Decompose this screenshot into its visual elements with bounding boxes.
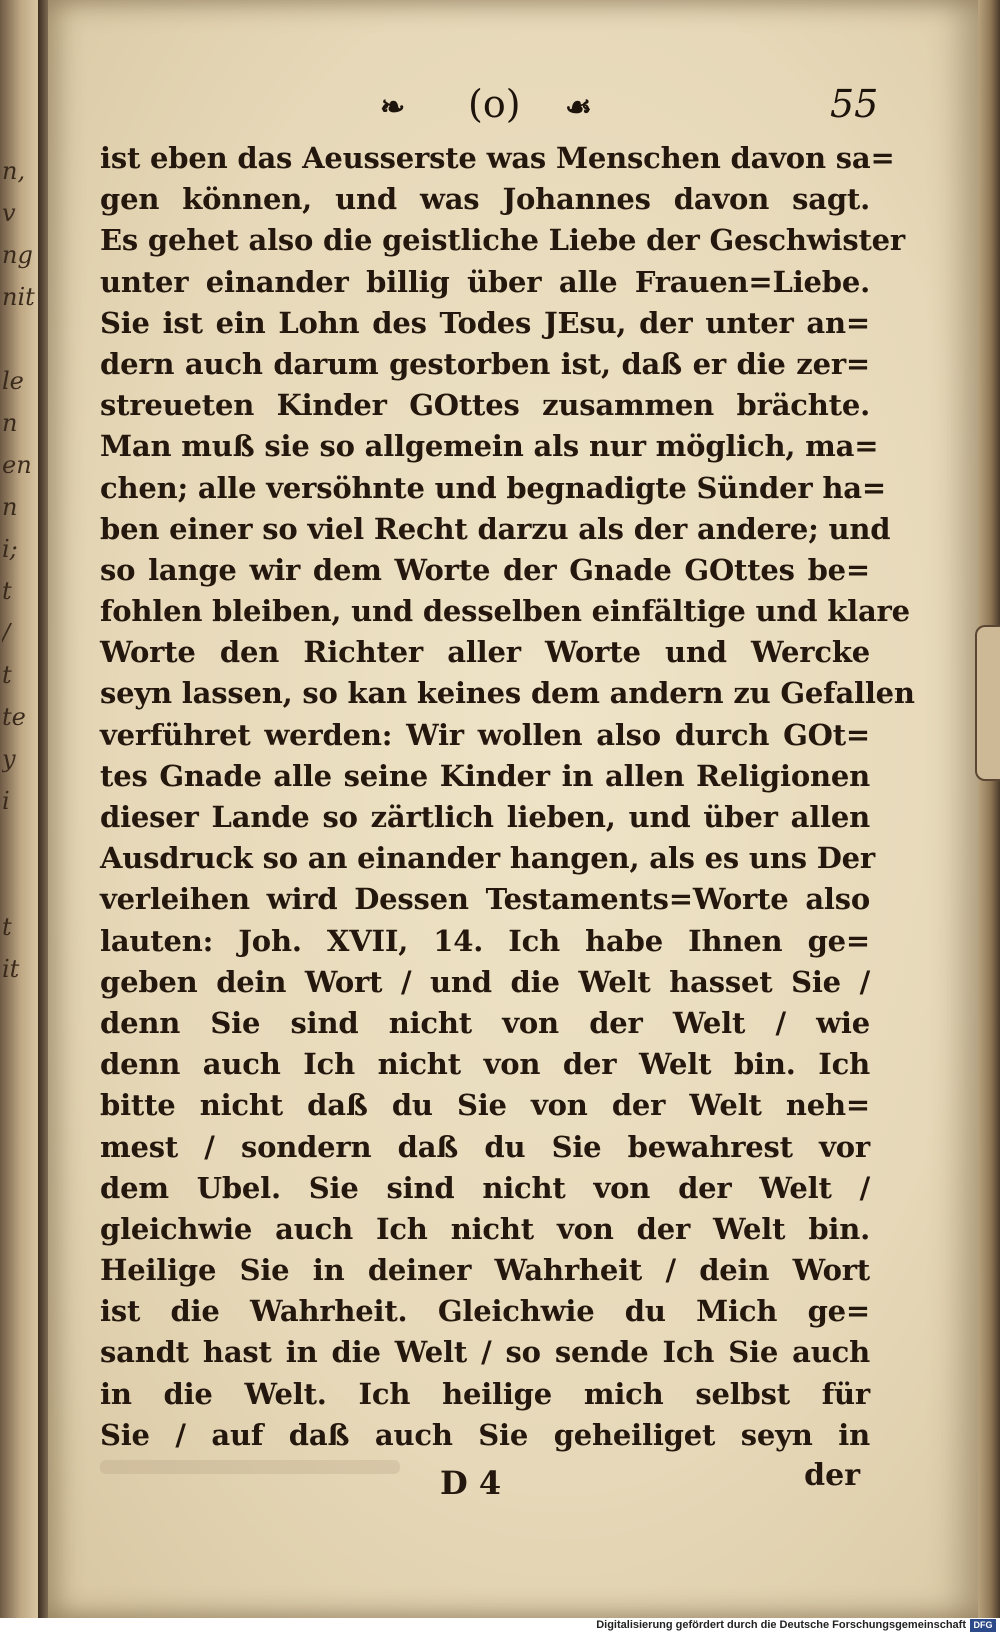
credit-bar [0,1618,1000,1634]
text-line: sandt hast in die Welt / so sende Ich Sie auch [100,1335,870,1370]
text-line: bitte nicht daß du Sie von der Welt neh= [100,1088,870,1123]
text-line: Es gehet also die geistliche Liebe der Geschwister [100,223,905,258]
text-line: dieser Lande so zärtlich lieben, und über allen [100,800,870,834]
text-line: fohlen bleiben, und desselben einfältige und klare [100,594,910,629]
text-line: geben dein Wort / und die Welt hasset Sie / [100,964,870,999]
text-line: tes Gnade alle seine Kinder in allen Religionen [100,758,870,793]
page-stack-edge [978,0,1000,1618]
page-footer [100,1458,870,1508]
text-line: so lange wir dem Worte der Gnade GOttes be= [100,552,870,587]
right-ornament-icon: ☙ [565,90,592,125]
text-line: denn Sie sind nicht von der Welt / wie [100,1005,870,1040]
header-signature: (o) [468,82,521,126]
text-line: Heilige Sie in deiner Wahrheit / dein Wort [100,1253,870,1288]
text-line: seyn lassen, so kan keines dem andern zu Gefallen [100,676,915,711]
text-line: ist die Wahrheit. Gleichwie du Mich ge= [100,1294,870,1329]
text-line: Man muß sie so allgemein als nur möglich, ma= [100,429,879,464]
text-line: lauten: Joh. XVII, 14. Ich habe Ihnen ge= [100,923,870,958]
body-text [100,138,915,1456]
page-number: 55 [830,82,879,126]
text-line: Ausdruck so an einander hangen, als es uns Der [100,841,876,876]
text-line: ben einer so viel Recht darzu als der andere; und [100,511,891,546]
text-line: dem Ubel. Sie sind nicht von der Welt / [100,1170,870,1205]
page-header [380,82,880,132]
funding-credit: Digitalisierung gefördert durch die Deutsche Forschungsgemeinschaft [596,1619,966,1631]
text-line: gleichwie auch Ich nicht von der Welt bin. [100,1211,870,1246]
text-line: streueten Kinder GOttes zusammen brächte. [100,388,870,423]
text-line: gen können, und was Johannes davon sagt. [100,182,870,217]
text-line: verleihen wird Dessen Testaments=Worte also [100,882,870,917]
book-clasp [975,625,1000,781]
text-line: chen; alle versöhnte und begnadigte Sünder ha= [100,470,886,505]
text-line: unter einander billig über alle Frauen=Liebe. [100,264,870,299]
text-line: Sie ist ein Lohn des Todes JEsu, der unter an= [100,305,870,340]
book-gutter [38,0,48,1618]
text-line: Worte den Richter aller Worte und Wercke [100,635,870,670]
text-line: in die Welt. Ich heilige mich selbst für [100,1376,870,1411]
text-line: verführet werden: Wir wollen also durch GOt= [100,717,870,752]
left-ornament-icon: ❧ [380,90,406,125]
facing-page-edge [0,0,38,1618]
signature-mark: D 4 [440,1464,502,1502]
facing-page-text-fragments: n, v ng nit le n en n i; t / t te y i t it [2,157,35,983]
catchword: der [804,1458,860,1493]
text-line: Sie / auf daß auch Sie geheiliget seyn in [100,1417,870,1452]
text-line: ist eben das Aeusserste was Menschen davon sa= [100,141,895,175]
text-line: dern auch darum gestorben ist, daß er die zer= [100,346,870,381]
text-line: mest / sondern daß du Sie bewahrest vor [100,1129,870,1164]
dfg-logo: DFG [970,1619,996,1632]
text-line: denn auch Ich nicht von der Welt bin. Ich [100,1047,870,1082]
